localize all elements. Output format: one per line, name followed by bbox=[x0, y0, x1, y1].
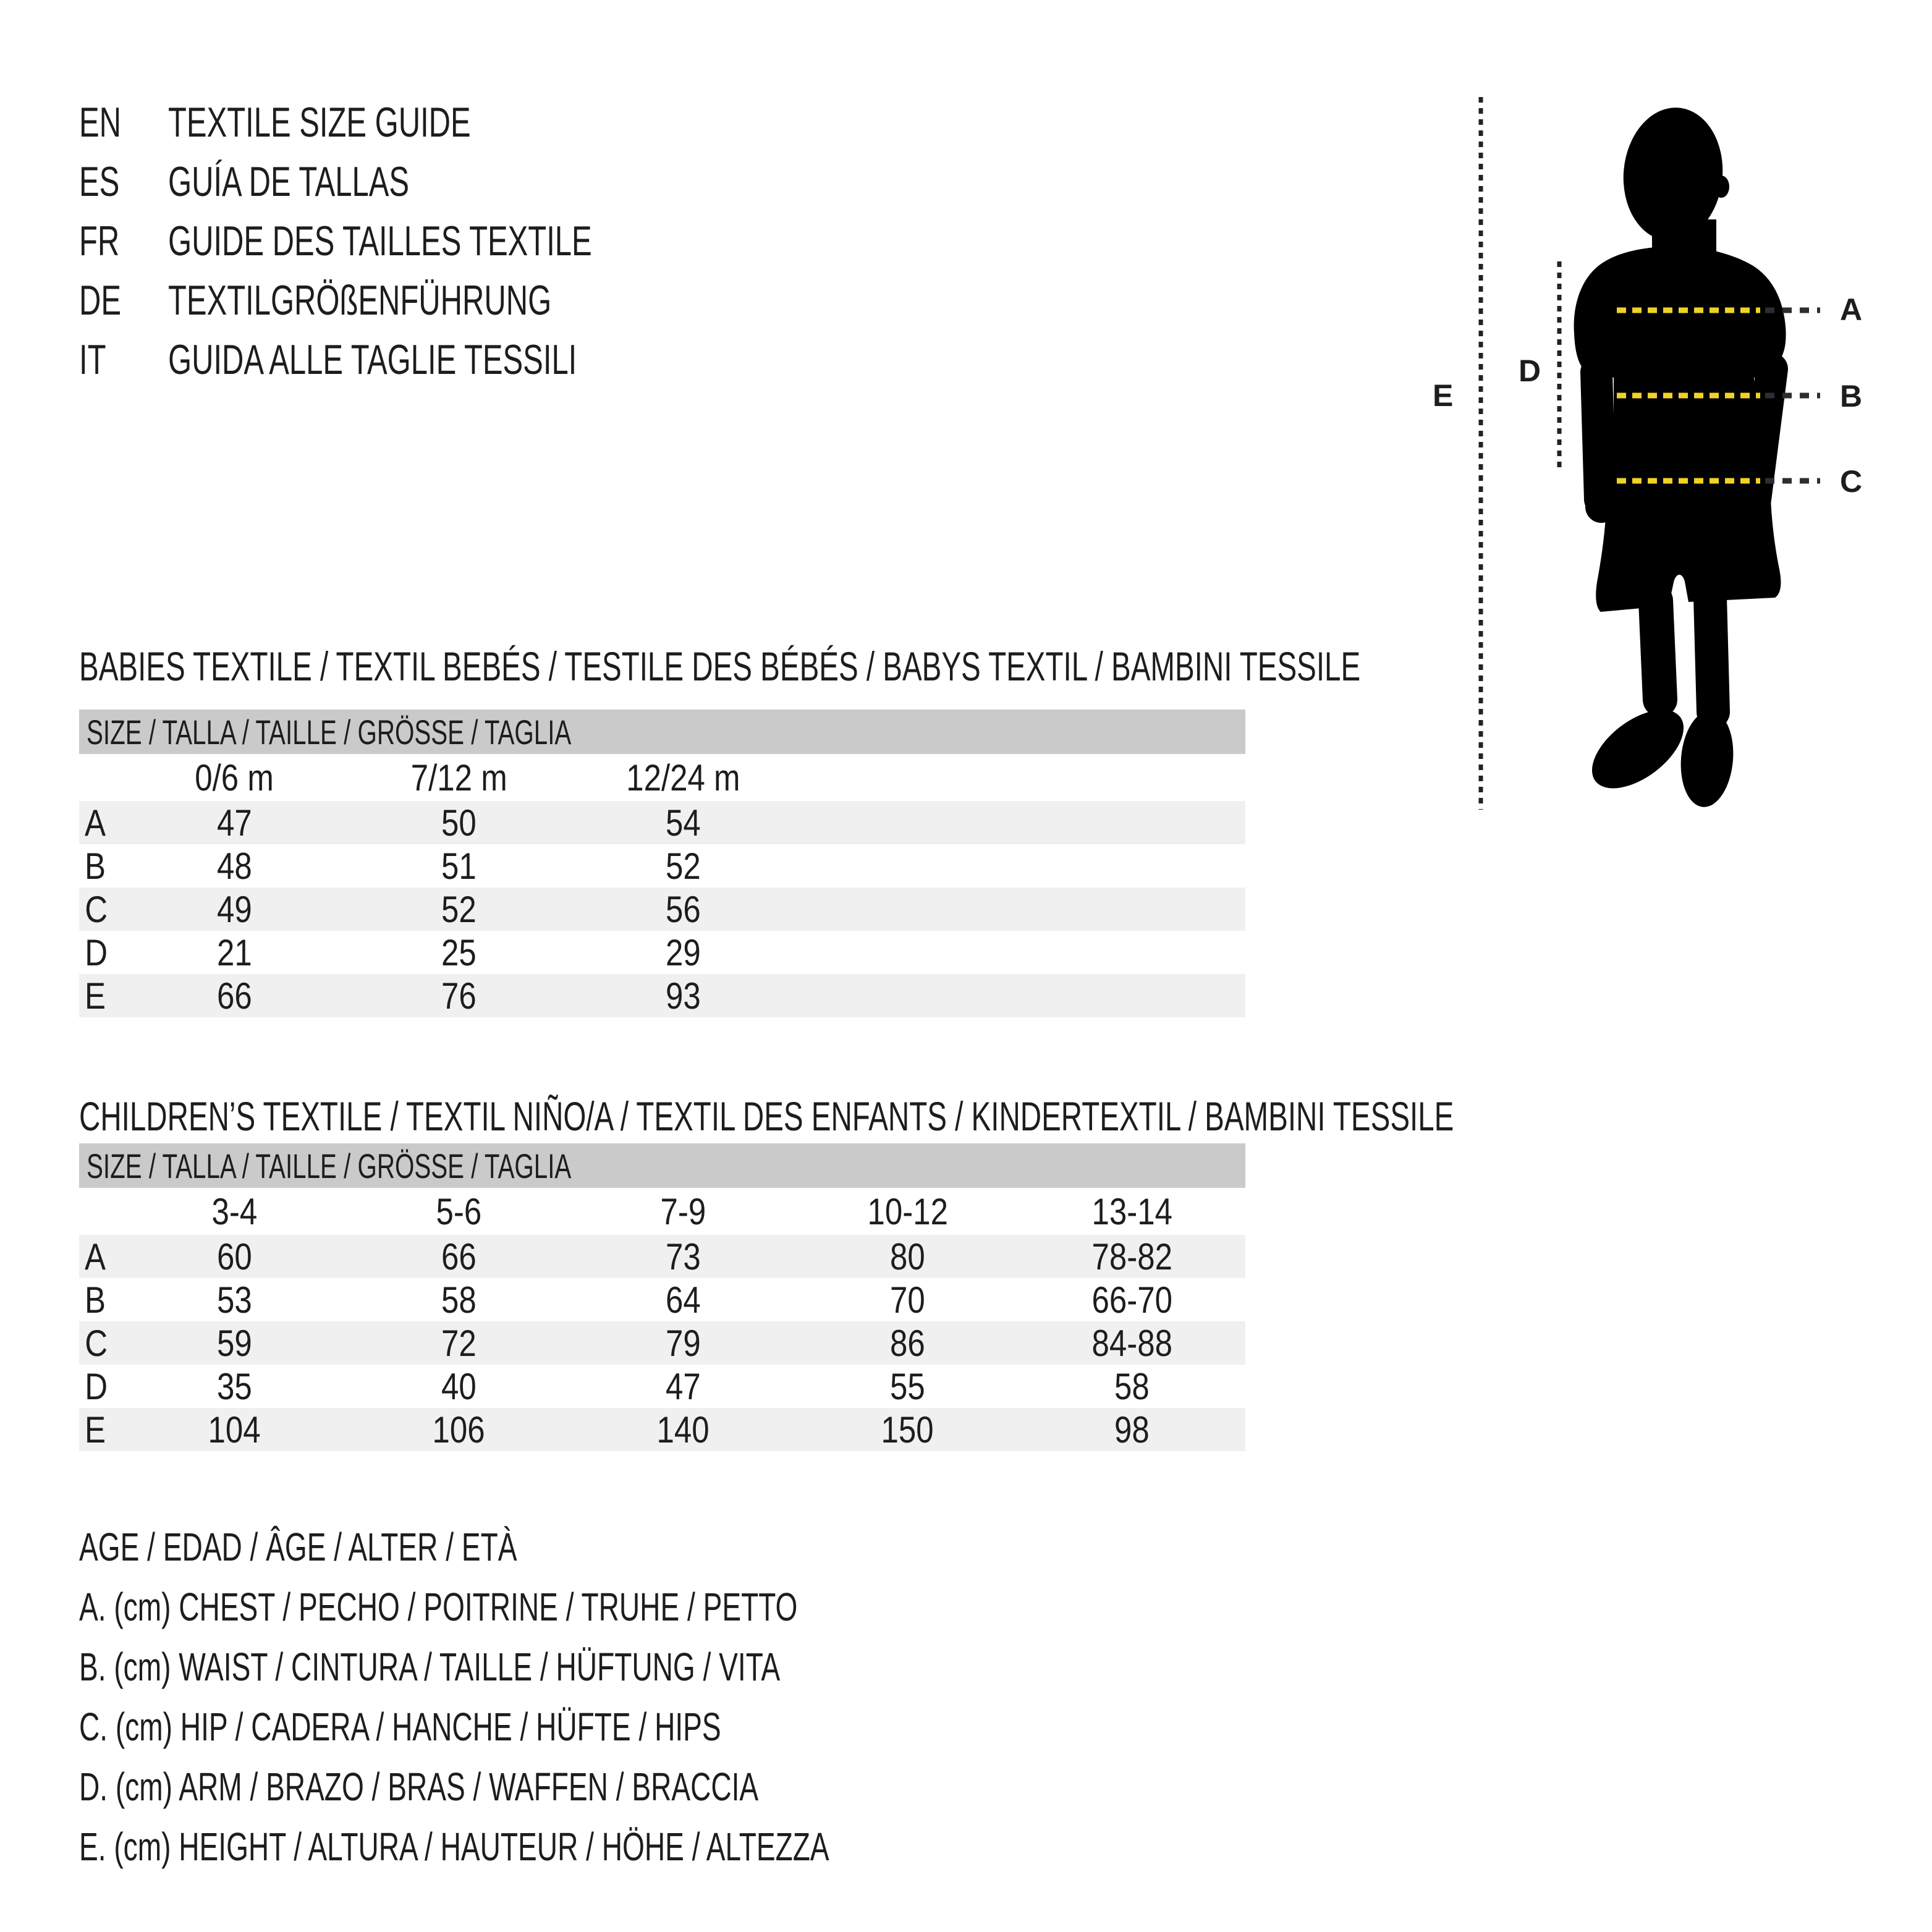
row-label: A bbox=[85, 1235, 106, 1277]
row-label: A bbox=[85, 802, 106, 844]
table-row bbox=[79, 888, 1245, 931]
table-cell: 79 bbox=[666, 1322, 701, 1364]
label-e: E bbox=[1433, 378, 1454, 413]
size-header-bar bbox=[79, 1143, 1245, 1188]
row-label: C bbox=[85, 1322, 108, 1364]
table-cell: 76 bbox=[441, 975, 477, 1017]
language-row bbox=[79, 211, 756, 271]
table-row bbox=[79, 801, 1245, 844]
table-cell: 47 bbox=[666, 1365, 701, 1407]
table-cell: 21 bbox=[217, 931, 252, 973]
table-row bbox=[79, 1278, 1245, 1321]
column-header-row bbox=[79, 754, 1245, 801]
table-cell: 52 bbox=[441, 888, 477, 930]
row-label: E bbox=[85, 975, 106, 1017]
guide-title: GUÍA DE TALLAS bbox=[168, 158, 410, 205]
language-row bbox=[79, 330, 756, 389]
legend-line-waist: B. (cm) WAIST / CINTURA / TAILLE / HÜFTUNG / VITA bbox=[79, 1645, 781, 1689]
row-label: D bbox=[85, 931, 108, 973]
table-row bbox=[79, 931, 1245, 974]
label-b: B bbox=[1840, 379, 1863, 413]
table-cell: 49 bbox=[217, 888, 252, 930]
language-code: IT bbox=[79, 336, 106, 383]
table-cell: 150 bbox=[881, 1409, 934, 1451]
legend-line-hip: C. (cm) HIP / CADERA / HANCHE / HÜFTE / HIPS bbox=[79, 1705, 721, 1749]
row-label: B bbox=[85, 845, 106, 887]
table-cell: 51 bbox=[441, 845, 477, 887]
table-cell: 93 bbox=[666, 975, 701, 1017]
guide-title: TEXTILGRÖßENFÜHRUNG bbox=[168, 277, 552, 324]
table-cell: 73 bbox=[666, 1235, 701, 1277]
table-row bbox=[79, 1321, 1245, 1365]
table-cell: 84-88 bbox=[1091, 1322, 1172, 1364]
column-header: 5-6 bbox=[436, 1190, 482, 1232]
table-cell: 140 bbox=[656, 1409, 710, 1451]
row-label: C bbox=[85, 888, 108, 930]
column-header: 13-14 bbox=[1091, 1190, 1172, 1232]
child-silhouette bbox=[1574, 103, 1786, 809]
table-cell: 58 bbox=[441, 1279, 477, 1321]
table-cell: 72 bbox=[441, 1322, 477, 1364]
column-header: 7-9 bbox=[660, 1190, 706, 1232]
table-row bbox=[79, 1365, 1245, 1408]
row-label: B bbox=[85, 1279, 106, 1321]
table-cell: 25 bbox=[441, 931, 477, 973]
legend-line-height: E. (cm) HEIGHT / ALTURA / HAUTEUR / HÖHE / ALTEZZA bbox=[79, 1824, 829, 1869]
guide-title: GUIDE DES TAILLES TEXTILE bbox=[168, 218, 592, 265]
children-size-table bbox=[79, 1143, 1245, 1451]
table-cell: 66-70 bbox=[1091, 1279, 1172, 1321]
legend-line-age: AGE / EDAD / ÂGE / ALTER / ETÀ bbox=[79, 1525, 517, 1569]
language-row bbox=[79, 271, 756, 330]
table-cell: 80 bbox=[890, 1235, 925, 1277]
table-cell: 66 bbox=[441, 1235, 477, 1277]
table-cell: 35 bbox=[217, 1365, 252, 1407]
row-label: E bbox=[85, 1409, 106, 1451]
child-measurement-diagram bbox=[1409, 74, 1932, 847]
column-header: 7/12 m bbox=[410, 756, 507, 799]
table-cell: 64 bbox=[666, 1279, 701, 1321]
size-header-bar bbox=[79, 710, 1245, 754]
table-cell: 50 bbox=[441, 802, 477, 844]
table-cell: 58 bbox=[1114, 1365, 1150, 1407]
table-cell: 70 bbox=[890, 1279, 925, 1321]
legend-line-chest: A. (cm) CHEST / PECHO / POITRINE / TRUHE / PETTO bbox=[79, 1585, 798, 1629]
language-row bbox=[79, 93, 756, 152]
label-c: C bbox=[1840, 464, 1863, 499]
language-code: ES bbox=[79, 158, 120, 205]
column-header: 3-4 bbox=[211, 1190, 258, 1232]
column-header: 12/24 m bbox=[626, 756, 740, 799]
measurement-legend bbox=[79, 1517, 1121, 1877]
children-section-title: CHILDREN’S TEXTILE / TEXTIL NIÑO/A / TEXTIL DES ENFANTS / KINDERTEXTIL / BAMBINI TESSILE bbox=[79, 1093, 1454, 1139]
label-d: D bbox=[1519, 354, 1541, 388]
guide-title: TEXTILE SIZE GUIDE bbox=[168, 99, 471, 146]
language-code: EN bbox=[79, 99, 122, 146]
table-cell: 86 bbox=[890, 1322, 925, 1364]
table-cell: 60 bbox=[217, 1235, 252, 1277]
language-row bbox=[79, 152, 756, 211]
table-row bbox=[79, 1235, 1245, 1278]
table-cell: 104 bbox=[208, 1409, 261, 1451]
table-cell: 55 bbox=[890, 1365, 925, 1407]
table-cell: 52 bbox=[666, 845, 701, 887]
label-a: A bbox=[1840, 292, 1863, 327]
column-header: 0/6 m bbox=[195, 756, 274, 799]
legend-line-arm: D. (cm) ARM / BRAZO / BRAS / WAFFEN / BRACCIA bbox=[79, 1765, 759, 1809]
table-cell: 40 bbox=[441, 1365, 477, 1407]
row-label: D bbox=[85, 1365, 108, 1407]
table-cell: 78-82 bbox=[1091, 1235, 1172, 1277]
guide-title: GUIDA ALLE TAGLIE TESSILI bbox=[168, 336, 577, 383]
babies-size-table bbox=[79, 710, 1245, 1017]
table-cell: 56 bbox=[666, 888, 701, 930]
language-code: DE bbox=[79, 277, 122, 324]
babies-section-title: BABIES TEXTILE / TEXTIL BEBÉS / TESTILE DES BÉBÉS / BABYS TEXTIL / BAMBINI TESSILE bbox=[79, 643, 1361, 689]
table-cell: 98 bbox=[1114, 1409, 1150, 1451]
size-header-label: SIZE / TALLA / TAILLE / GRÖSSE / TAGLIA bbox=[87, 712, 572, 752]
table-cell: 53 bbox=[217, 1279, 252, 1321]
size-header-label: SIZE / TALLA / TAILLE / GRÖSSE / TAGLIA bbox=[87, 1146, 572, 1185]
table-row bbox=[79, 1408, 1245, 1451]
table-row bbox=[79, 844, 1245, 888]
language-code: FR bbox=[79, 218, 120, 265]
table-cell: 106 bbox=[432, 1409, 486, 1451]
table-cell: 59 bbox=[217, 1322, 252, 1364]
column-header: 10-12 bbox=[867, 1190, 948, 1232]
language-title-list bbox=[79, 93, 756, 389]
table-cell: 48 bbox=[217, 845, 252, 887]
table-cell: 66 bbox=[217, 975, 252, 1017]
table-cell: 29 bbox=[666, 931, 701, 973]
table-row bbox=[79, 974, 1245, 1017]
table-cell: 54 bbox=[666, 802, 701, 844]
table-cell: 47 bbox=[217, 802, 252, 844]
column-header-row bbox=[79, 1188, 1245, 1235]
